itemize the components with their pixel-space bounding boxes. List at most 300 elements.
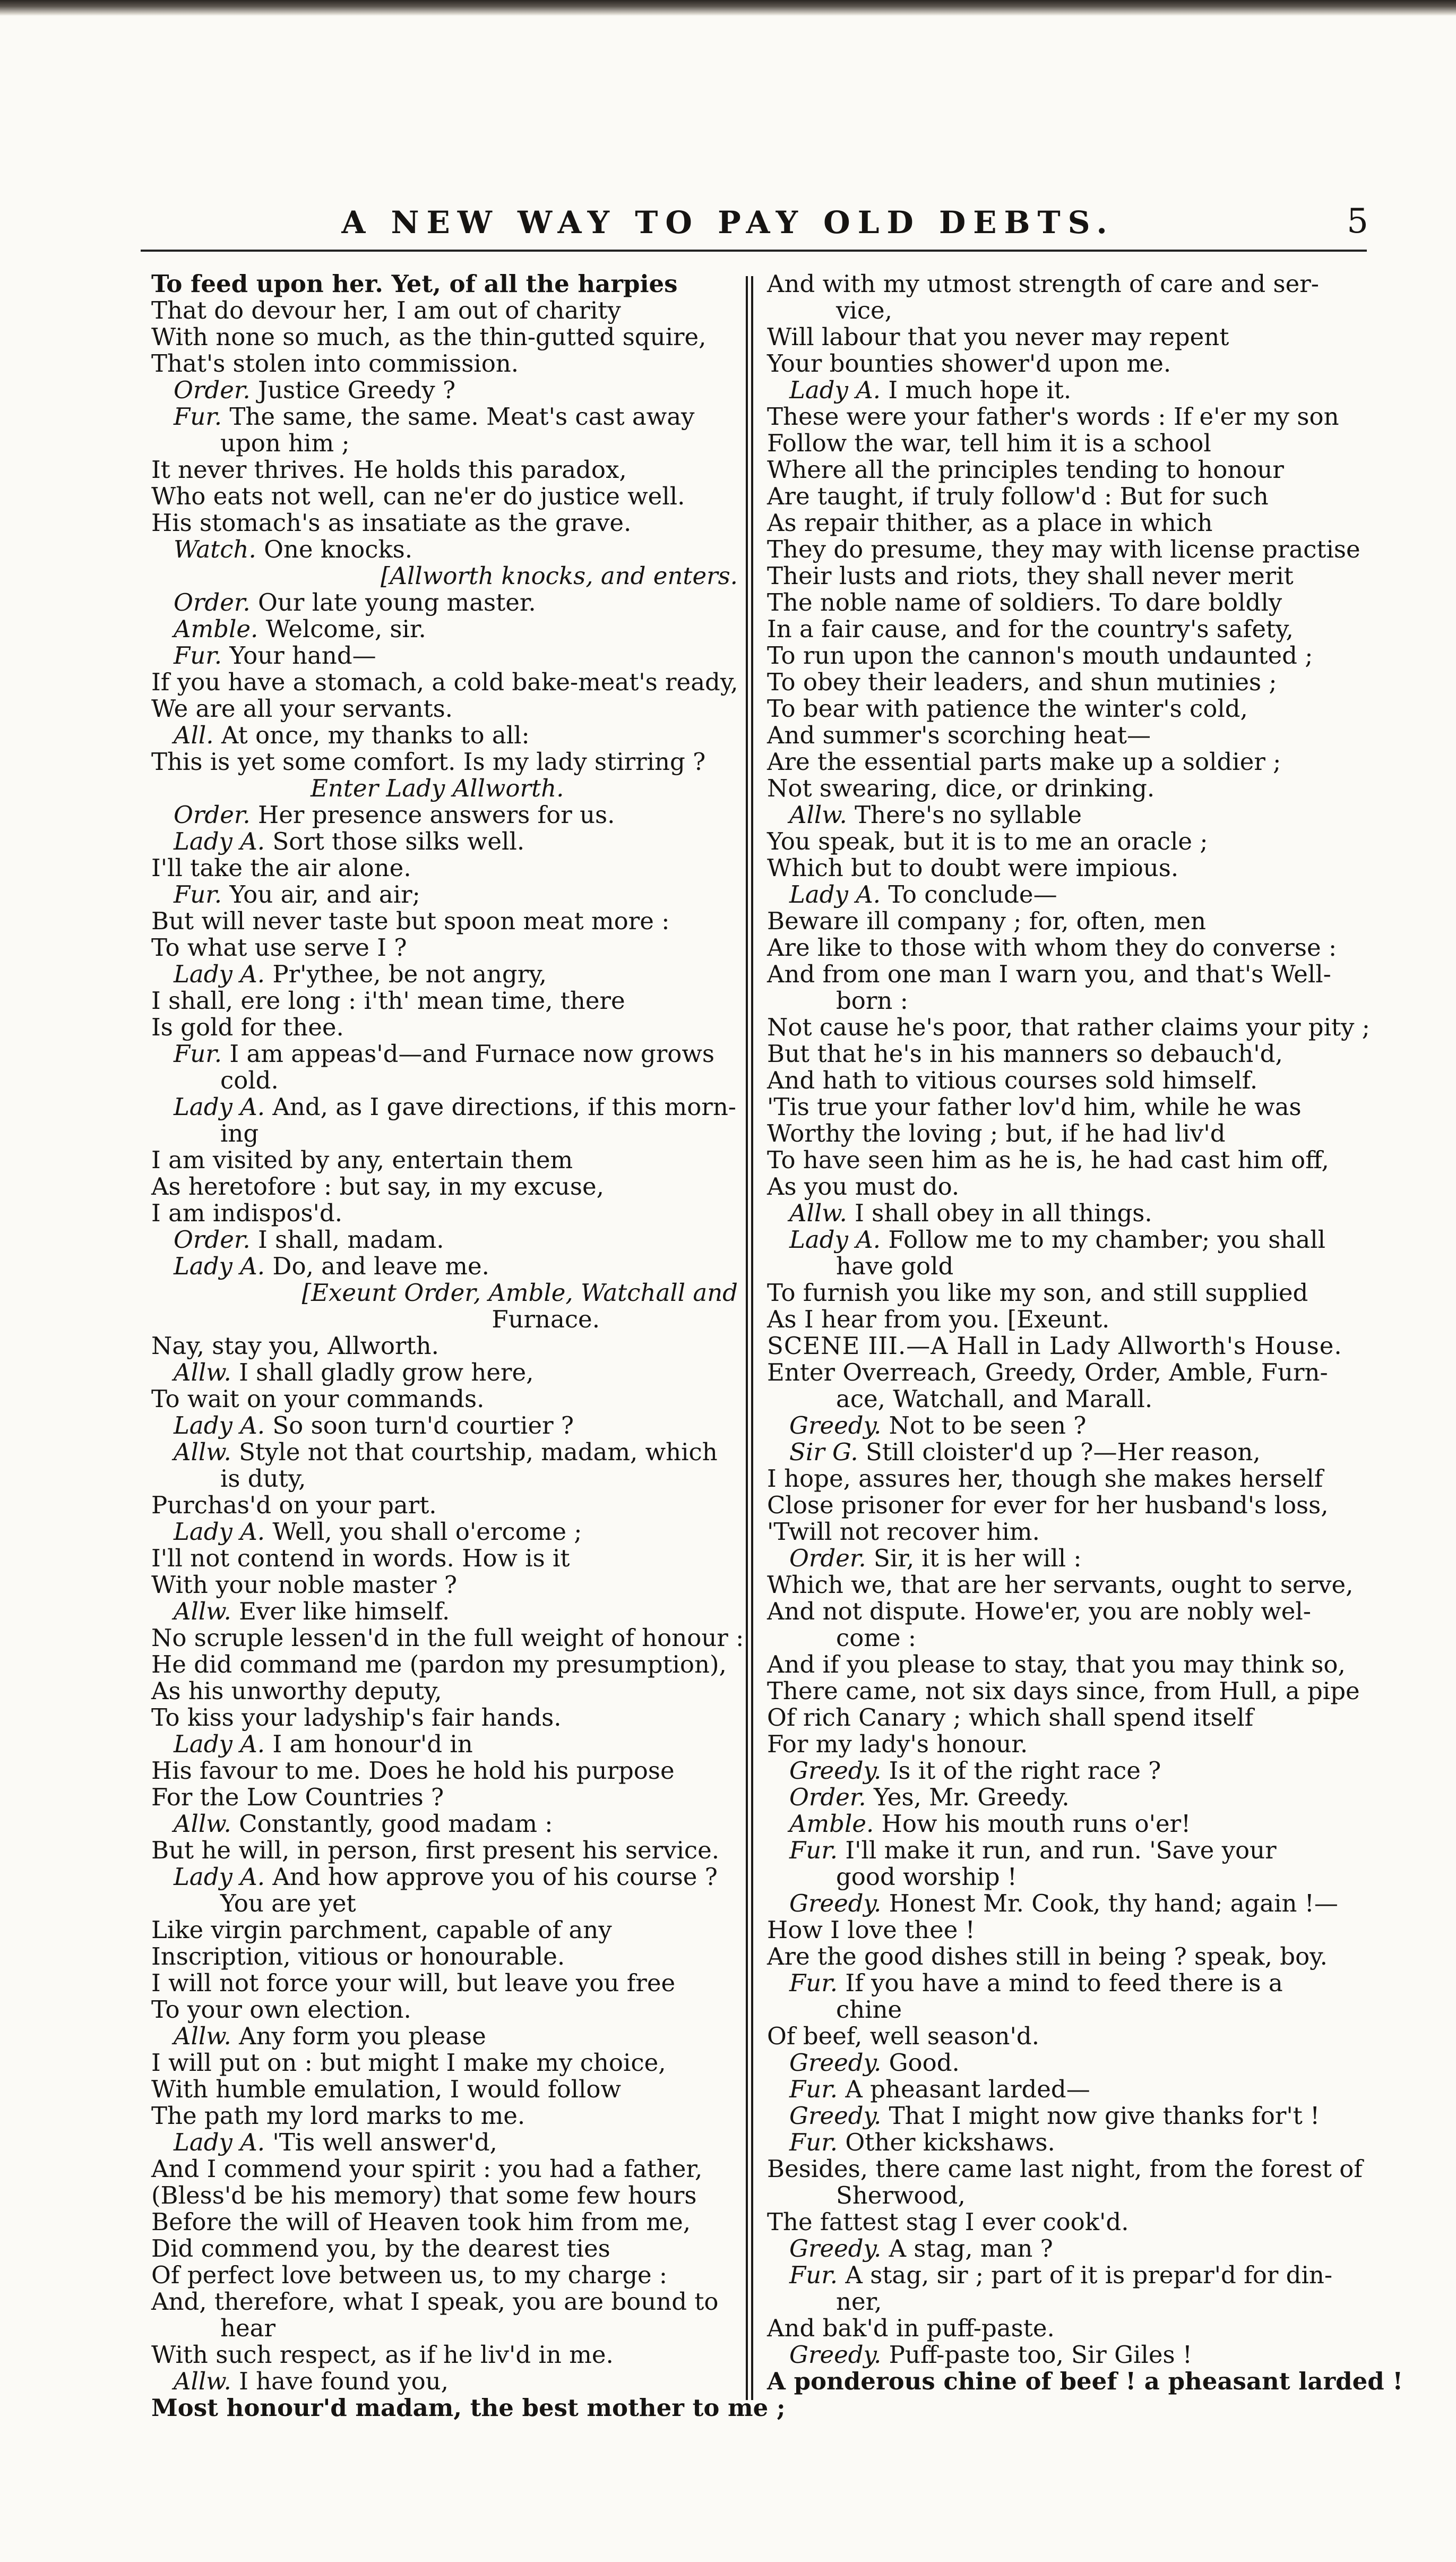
verse-text: Is gold for thee. xyxy=(151,1013,344,1041)
verse-text: Where all the principles tending to honour xyxy=(767,456,1284,484)
stage-text: [Exeunt Order, Amble, Watchall and xyxy=(301,1279,738,1307)
column-divider xyxy=(746,276,753,2400)
speaker-name: Lady A. xyxy=(174,1863,265,1891)
speaker-name: Order. xyxy=(174,1226,251,1254)
speaker-name: Fur. xyxy=(174,641,222,670)
verse-line xyxy=(151,1572,738,1598)
verse-line xyxy=(767,1492,1369,1519)
verse-text: Close prisoner for ever for her husband's loss, xyxy=(767,1491,1329,1519)
verse-line xyxy=(767,430,1369,457)
verse-text: born : xyxy=(836,987,908,1015)
verse-text: But will never taste but spoon meat more : xyxy=(151,907,670,935)
speech-line xyxy=(151,802,738,828)
speech-text: One knocks. xyxy=(264,535,413,563)
verse-line xyxy=(767,1598,1369,1625)
verse-text: come : xyxy=(836,1624,917,1652)
verse-line xyxy=(151,988,738,1014)
speech-text: A stag, man ? xyxy=(889,2234,1053,2263)
verse-line xyxy=(767,1120,1369,1147)
verse-text: Are like to those with whom they do converse : xyxy=(767,933,1337,962)
verse-line xyxy=(151,271,738,297)
speaker-name: Lady A. xyxy=(174,1252,265,1280)
speech-text: I shall gladly grow here, xyxy=(239,1358,534,1386)
verse-text: I am indispos'd. xyxy=(151,1199,343,1227)
verse-line xyxy=(151,1200,738,1227)
speech-text: And, as I gave directions, if this morn- xyxy=(272,1093,737,1121)
verse-text: I will put on : but might I make my choice, xyxy=(151,2049,666,2077)
speaker-name: Lady A. xyxy=(174,960,265,988)
verse-text: I'll take the air alone. xyxy=(151,854,411,882)
speech-line xyxy=(151,1811,738,1837)
speech-line xyxy=(151,1094,738,1120)
speaker-name: Lady A. xyxy=(174,827,265,855)
verse-line xyxy=(767,324,1369,350)
verse-text: As heretofore : but say, in my excuse, xyxy=(151,1172,604,1201)
verse-text: And hath to vitious courses sold himself. xyxy=(767,1066,1258,1094)
stage-entrance xyxy=(151,775,738,802)
speech-text: That I might now give thanks for't ! xyxy=(889,2102,1320,2130)
verse-text: And bak'd in puff-paste. xyxy=(767,2314,1055,2342)
verse-line xyxy=(151,2235,738,2262)
speaker-name: Lady A. xyxy=(789,1226,881,1254)
speaker-name: Order. xyxy=(789,1544,866,1572)
speaker-name: Greedy. xyxy=(789,2102,882,2130)
verse-text: I'll not contend in words. How is it xyxy=(151,1544,570,1572)
verse-line xyxy=(151,1970,738,1997)
verse-text: Will labour that you never may repent xyxy=(767,323,1229,351)
verse-text: Not cause he's poor, that rather claims your pity ; xyxy=(767,1013,1370,1041)
verse-text: You are yet xyxy=(220,1889,356,1917)
verse-line xyxy=(767,1280,1369,1306)
verse-line xyxy=(767,1704,1369,1731)
speech-line xyxy=(151,961,738,988)
continuation-line xyxy=(767,1386,1369,1412)
verse-text: To furnish you like my son, and still supplied xyxy=(767,1279,1308,1307)
speech-text: Any form you please xyxy=(239,2022,486,2050)
scene-title: SCENE III.—A Hall in Lady Allworth's House. xyxy=(767,1332,1342,1360)
speech-text: And how approve you of his course ? xyxy=(272,1863,718,1891)
verse-text: As I hear from you. [Exeunt. xyxy=(767,1305,1110,1333)
verse-text: Purchas'd on your part. xyxy=(151,1491,437,1519)
verse-line xyxy=(151,935,738,961)
speaker-name: Order. xyxy=(174,588,251,616)
verse-line xyxy=(767,935,1369,961)
verse-text: And with my utmost strength of care and ser- xyxy=(767,270,1319,298)
verse-text: I will not force your will, but leave you free xyxy=(151,1969,676,1997)
speech-text: Your hand— xyxy=(229,641,376,670)
verse-text: I shall, ere long : i'th' mean time, there xyxy=(151,987,625,1015)
speech-line xyxy=(151,589,738,616)
speech-text: Honest Mr. Cook, thy hand; again !— xyxy=(889,1889,1338,1917)
verse-text: 'Twill not recover him. xyxy=(767,1518,1040,1546)
continuation-line xyxy=(151,1067,738,1094)
verse-line xyxy=(767,669,1369,696)
speech-text: Our late young master. xyxy=(258,588,536,616)
speech-line xyxy=(767,1811,1369,1837)
verse-line xyxy=(767,1651,1369,1678)
speech-text: At once, my thanks to all: xyxy=(221,721,530,749)
verse-text: good worship ! xyxy=(836,1863,1017,1891)
verse-text: vice, xyxy=(836,296,892,324)
speaker-name: Allw. xyxy=(789,1199,847,1227)
continuation-line xyxy=(767,2289,1369,2315)
speech-text: The same, the same. Meat's cast away xyxy=(229,402,695,431)
verse-text: Besides, there came last night, from the forest of xyxy=(767,2155,1363,2183)
verse-line xyxy=(151,483,738,510)
verse-line xyxy=(767,1731,1369,1758)
verse-text: And not dispute. Howe'er, you are nobly wel- xyxy=(767,1597,1311,1625)
verse-text: Nay, stay you, Allworth. xyxy=(151,1332,439,1360)
speech-line xyxy=(151,2129,738,2156)
page-number: 5 xyxy=(1347,202,1368,241)
verse-text: With none so much, as the thin-gutted squire, xyxy=(151,323,707,351)
verse-text: To wait on your commands. xyxy=(151,1385,485,1413)
speech-text: Well, you shall o'ercome ; xyxy=(272,1518,582,1546)
speech-line xyxy=(767,2076,1369,2103)
verse-line xyxy=(151,2182,738,2209)
verse-line xyxy=(767,510,1369,536)
verse-line xyxy=(767,2315,1369,2342)
verse-text: The noble name of soldiers. To dare boldly xyxy=(767,588,1282,616)
speaker-name: Greedy. xyxy=(789,2234,882,2263)
verse-text: Before the will of Heaven took him from me, xyxy=(151,2208,691,2236)
verse-text: Who eats not well, can ne'er do justice well. xyxy=(151,482,685,510)
verse-text: To feed upon her. Yet, of all the harpies xyxy=(151,270,678,298)
verse-line xyxy=(151,855,738,881)
verse-line xyxy=(767,483,1369,510)
continuation-line xyxy=(767,1253,1369,1280)
verse-line xyxy=(767,642,1369,669)
speaker-name: Allw. xyxy=(174,2367,231,2395)
verse-line xyxy=(151,1678,738,1704)
continuation-line xyxy=(767,2182,1369,2209)
verse-line xyxy=(151,1651,738,1678)
speaker-name: Lady A. xyxy=(789,376,881,404)
verse-text: He did command me (pardon my presumption), xyxy=(151,1650,727,1678)
verse-text: ner, xyxy=(836,2287,882,2316)
verse-line xyxy=(767,589,1369,616)
left-column xyxy=(151,270,786,2422)
speech-line xyxy=(767,1970,1369,1997)
speech-text: Justice Greedy ? xyxy=(258,376,456,404)
verse-text: As his unworthy deputy, xyxy=(151,1677,442,1705)
speech-text: Is it of the right race ? xyxy=(889,1756,1161,1785)
speaker-name: Greedy. xyxy=(789,2049,882,2077)
speech-text: Her presence answers for us. xyxy=(258,801,615,829)
verse-line xyxy=(151,908,738,935)
verse-line xyxy=(151,2076,738,2103)
verse-line xyxy=(767,749,1369,775)
verse-line xyxy=(151,457,738,483)
verse-text: To run upon the cannon's mouth undaunted ; xyxy=(767,641,1313,670)
verse-line xyxy=(151,1997,738,2023)
verse-text: We are all your servants. xyxy=(151,695,453,723)
speaker-name: Lady A. xyxy=(174,2128,265,2156)
verse-text: You speak, but it is to me an oracle ; xyxy=(767,827,1208,855)
verse-text: Your bounties shower'd upon me. xyxy=(767,349,1171,378)
speech-line xyxy=(767,1439,1369,1466)
verse-line xyxy=(151,1492,738,1519)
verse-text: They do presume, they may with license practise xyxy=(767,535,1360,563)
verse-line xyxy=(767,2209,1369,2235)
speech-text: Follow me to my chamber; you shall xyxy=(888,1226,1325,1254)
verse-text: Their lusts and riots, they shall never merit xyxy=(767,562,1294,590)
verse-text: have gold xyxy=(836,1252,954,1280)
verse-text: I am visited by any, entertain them xyxy=(151,1146,573,1174)
verse-line xyxy=(151,1917,738,1943)
speech-line xyxy=(151,1439,738,1466)
speech-text: Yes, Mr. Greedy. xyxy=(874,1783,1070,1811)
verse-text: And summer's scorching heat— xyxy=(767,721,1151,749)
verse-line xyxy=(151,1837,738,1864)
verse-line xyxy=(151,1333,738,1359)
verse-line xyxy=(151,1386,738,1412)
verse-text: cold. xyxy=(220,1066,279,1094)
verse-text: As repair thither, as a place in which xyxy=(767,509,1213,537)
verse-line xyxy=(767,2023,1369,2050)
speech-line xyxy=(151,2023,738,2050)
speaker-name: Allw. xyxy=(174,1810,231,1838)
verse-line xyxy=(767,1173,1369,1200)
verse-text: The path my lord marks to me. xyxy=(151,2102,525,2130)
speaker-name: Lady A. xyxy=(174,1093,265,1121)
speaker-name: Order. xyxy=(174,801,251,829)
verse-line xyxy=(151,669,738,696)
verse-text: To bear with patience the winter's cold, xyxy=(767,695,1248,723)
verse-text: For my lady's honour. xyxy=(767,1730,1028,1758)
verse-line xyxy=(767,1014,1369,1041)
verse-text: If you have a stomach, a cold bake-meat's ready, xyxy=(151,668,738,696)
running-title: A NEW WAY TO PAY OLD DEBTS. xyxy=(341,204,1115,241)
stage-direction xyxy=(151,1280,738,1306)
verse-text: Sherwood, xyxy=(836,2181,966,2209)
verse-line xyxy=(151,2156,738,2182)
continuation-line xyxy=(767,297,1369,324)
verse-line xyxy=(151,696,738,722)
verse-text: (Bless'd be his memory) that some few hours xyxy=(151,2181,697,2209)
verse-text: Inscription, vitious or honourable. xyxy=(151,1942,565,1970)
speaker-name: Allw. xyxy=(789,801,847,829)
verse-line xyxy=(767,775,1369,802)
verse-text: I hope, assures her, though she makes herself xyxy=(767,1464,1323,1493)
speaker-name: Lady A. xyxy=(174,1730,265,1758)
verse-text: There came, not six days since, from Hull, a pipe xyxy=(767,1677,1360,1705)
speech-line xyxy=(151,1519,738,1545)
verse-line xyxy=(151,350,738,377)
speech-text: A stag, sir ; part of it is prepar'd for din- xyxy=(845,2261,1333,2289)
speech-line xyxy=(767,2050,1369,2076)
verse-text: With humble emulation, I would follow xyxy=(151,2075,621,2103)
stage-direction xyxy=(151,563,738,589)
verse-text: And, therefore, what I speak, you are bound to xyxy=(151,2287,719,2316)
verse-line xyxy=(767,1147,1369,1173)
speaker-name: Order. xyxy=(789,1783,866,1811)
verse-line xyxy=(767,350,1369,377)
speech-text: A pheasant larded— xyxy=(845,2075,1090,2103)
verse-line xyxy=(767,2367,1403,2395)
stage-text: [Allworth knocks, and enters. xyxy=(380,562,738,590)
speaker-name: Allw. xyxy=(174,1438,231,1466)
verse-line xyxy=(767,908,1369,935)
speaker-name: Amble. xyxy=(174,615,259,643)
verse-line xyxy=(151,1943,738,1970)
speech-line xyxy=(767,377,1369,404)
speech-line xyxy=(767,1227,1369,1253)
continuation-line xyxy=(767,1997,1369,2023)
verse-text: His stomach's as insatiate as the grave. xyxy=(151,509,632,537)
verse-text: Did commend you, by the dearest ties xyxy=(151,2234,610,2263)
speech-text: Good. xyxy=(889,2049,960,2077)
verse-text: The fattest stag I ever cook'd. xyxy=(767,2208,1129,2236)
verse-line xyxy=(767,1067,1369,1094)
verse-line xyxy=(767,1466,1369,1492)
speaker-name: All. xyxy=(174,721,214,749)
verse-text: Enter Overreach, Greedy, Order, Amble, Furn- xyxy=(767,1358,1328,1386)
verse-text: In a fair cause, and for the country's safety, xyxy=(767,615,1294,643)
speech-text: I shall obey in all things. xyxy=(855,1199,1152,1227)
speech-line xyxy=(767,881,1369,908)
verse-text: is duty, xyxy=(220,1464,306,1493)
speaker-name: Fur. xyxy=(789,1836,838,1864)
verse-line xyxy=(151,2209,738,2235)
speech-line xyxy=(151,722,738,749)
speech-line xyxy=(151,1412,738,1439)
verse-text: And if you please to stay, that you may think so, xyxy=(767,1650,1346,1678)
verse-text: But he will, in person, first present his service. xyxy=(151,1836,720,1864)
speaker-name: Fur. xyxy=(789,2075,838,2103)
speaker-name: Greedy. xyxy=(789,2341,882,2369)
verse-text: chine xyxy=(836,1995,902,2024)
speech-text: Not to be seen ? xyxy=(889,1411,1087,1439)
speech-text: Ever like himself. xyxy=(239,1597,450,1625)
verse-text: To your own election. xyxy=(151,1995,411,2024)
verse-line xyxy=(151,2342,738,2368)
verse-line xyxy=(151,2050,738,2076)
verse-text: Of rich Canary ; which shall spend itself xyxy=(767,1703,1254,1732)
speaker-name: Allw. xyxy=(174,1358,231,1386)
verse-line xyxy=(151,2394,786,2422)
speech-line xyxy=(767,2235,1369,2262)
verse-line xyxy=(767,1917,1369,1943)
speaker-name: Lady A. xyxy=(789,880,881,909)
speech-line xyxy=(151,616,738,642)
continuation-line xyxy=(767,1864,1369,1890)
speech-text: Constantly, good madam : xyxy=(239,1810,553,1838)
speech-line xyxy=(151,536,738,563)
verse-line xyxy=(767,1572,1369,1598)
verse-line xyxy=(151,510,738,536)
speech-text: Still cloister'd up ?—Her reason, xyxy=(866,1438,1261,1466)
verse-text: These were your father's words : If e'er my son xyxy=(767,402,1339,431)
speech-text: Pr'ythee, be not angry, xyxy=(272,960,547,988)
speech-text: There's no syllable xyxy=(855,801,1082,829)
speech-text: Sort those silks well. xyxy=(272,827,525,855)
verse-line xyxy=(151,324,738,350)
speech-line xyxy=(767,2103,1369,2129)
speech-text: You air, and air; xyxy=(229,880,420,909)
verse-line xyxy=(151,1545,738,1572)
verse-text: That do devour her, I am out of charity xyxy=(151,296,621,324)
speech-line xyxy=(151,1253,738,1280)
verse-text: Are the good dishes still in being ? speak, boy. xyxy=(767,1942,1328,1970)
speaker-name: Watch. xyxy=(174,535,256,563)
continuation-line xyxy=(151,1466,738,1492)
verse-text: Beware ill company ; for, often, men xyxy=(767,907,1207,935)
verse-text: But that he's in his manners so debauch'd, xyxy=(767,1040,1283,1068)
verse-line xyxy=(767,536,1369,563)
speech-text: If you have a mind to feed there is a xyxy=(845,1969,1283,1997)
verse-text: ing xyxy=(220,1119,259,1147)
speech-line xyxy=(767,1758,1369,1784)
verse-text: Not swearing, dice, or drinking. xyxy=(767,774,1155,802)
speech-line xyxy=(151,642,738,669)
verse-text: How I love thee ! xyxy=(767,1916,975,1944)
verse-line xyxy=(767,563,1369,589)
speaker-name: Lady A. xyxy=(174,1411,265,1439)
speech-text: I'll make it run, and run. 'Save your xyxy=(845,1836,1277,1864)
verse-line xyxy=(151,1624,744,1652)
speech-text: I have found you, xyxy=(239,2367,449,2395)
speaker-name: Greedy. xyxy=(789,1889,882,1917)
verse-line xyxy=(767,1041,1369,1067)
verse-line xyxy=(767,271,1369,297)
speech-text: How his mouth runs o'er! xyxy=(881,1810,1191,1838)
speech-line xyxy=(151,2368,738,2395)
speech-line xyxy=(151,828,738,855)
speech-text: Puff-paste too, Sir Giles ! xyxy=(889,2341,1192,2369)
verse-line xyxy=(767,1306,1369,1333)
verse-line xyxy=(767,616,1369,642)
speech-line xyxy=(151,1041,738,1067)
speech-text: I shall, madam. xyxy=(258,1226,444,1254)
verse-text: To have seen him as he is, he had cast him off, xyxy=(767,1146,1329,1174)
right-column xyxy=(767,270,1403,2395)
verse-line xyxy=(151,297,738,324)
verse-text: Which but to doubt were impious. xyxy=(767,854,1179,882)
verse-text: hear xyxy=(220,2314,275,2342)
verse-text: To what use serve I ? xyxy=(151,933,407,962)
continuation-line xyxy=(767,1625,1369,1651)
verse-text: With your noble master ? xyxy=(151,1571,457,1599)
speech-text: So soon turn'd courtier ? xyxy=(272,1411,574,1439)
verse-text: And from one man I warn you, and that's Well- xyxy=(767,960,1331,988)
verse-text: Which we, that are her servants, ought to serve, xyxy=(767,1571,1354,1599)
speech-text: Other kickshaws. xyxy=(845,2128,1055,2156)
speaker-name: Allw. xyxy=(174,1597,231,1625)
verse-text: Follow the war, tell him it is a school xyxy=(767,429,1211,457)
speaker-name: Fur. xyxy=(174,880,222,909)
speaker-name: Fur. xyxy=(789,2261,838,2289)
speech-text: I am appeas'd—and Furnace now grows xyxy=(229,1040,714,1068)
speaker-name: Fur. xyxy=(789,2128,838,2156)
speech-text: Sir, it is her will : xyxy=(874,1544,1082,1572)
verse-text: For the Low Countries ? xyxy=(151,1783,444,1811)
verse-line xyxy=(767,457,1369,483)
speech-line xyxy=(151,1731,738,1758)
verse-line xyxy=(767,1678,1369,1704)
verse-line xyxy=(767,1943,1369,1970)
verse-line xyxy=(151,2103,738,2129)
speech-line xyxy=(151,1359,738,1386)
stage-text: Furnace. xyxy=(492,1305,600,1333)
speech-line xyxy=(767,2262,1369,2289)
verse-line xyxy=(151,1173,738,1200)
speech-line xyxy=(767,1545,1369,1572)
continuation-line xyxy=(151,2315,738,2342)
speech-line xyxy=(151,377,738,404)
verse-text: As you must do. xyxy=(767,1172,960,1201)
speaker-name: Lady A. xyxy=(174,1518,265,1546)
